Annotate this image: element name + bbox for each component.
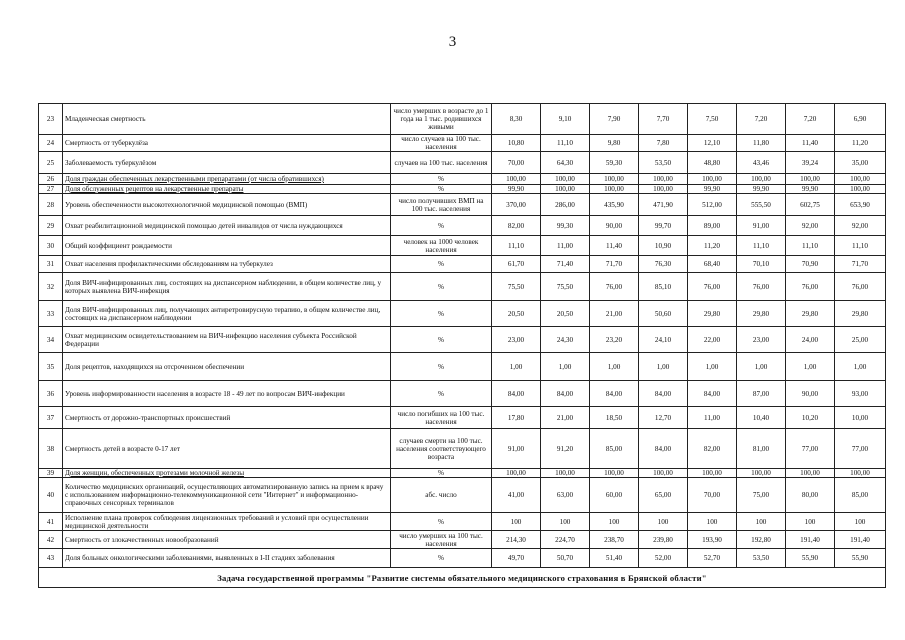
value-cell: 59,30 bbox=[590, 152, 639, 174]
unit-of-measure: случаев смерти на 100 тыс. населения соответствующего возраста bbox=[391, 429, 492, 469]
value-cell: 239,80 bbox=[639, 531, 688, 549]
value-cell: 1,00 bbox=[688, 353, 737, 381]
row-number: 34 bbox=[39, 327, 63, 353]
indicator-name: Количество медицинских организаций, осуществляющих автоматизированную запись на прием к врачу с использованием информационно-телекоммуникационной сети "Интернет" и информационно-справочных сенсорных терминалов bbox=[65, 483, 384, 507]
value-cell: 53,50 bbox=[639, 152, 688, 174]
indicator-name: Уровень информированности населения в возрасте 18 - 49 лет по вопросам ВИЧ-инфекции bbox=[65, 389, 345, 398]
table-row bbox=[39, 407, 886, 429]
table-row bbox=[39, 353, 886, 381]
value-cell: 11,10 bbox=[541, 135, 590, 152]
indicator-name-cell bbox=[63, 273, 391, 301]
value-cell: 82,00 bbox=[688, 429, 737, 469]
value-cell: 12,10 bbox=[688, 135, 737, 152]
indicator-name-cell bbox=[63, 135, 391, 152]
value-cell: 29,80 bbox=[737, 301, 786, 327]
value-cell: 76,00 bbox=[737, 273, 786, 301]
value-cell: 49,70 bbox=[492, 549, 541, 568]
value-cell: 76,30 bbox=[639, 256, 688, 273]
indicator-name-cell bbox=[63, 549, 391, 568]
table-row bbox=[39, 531, 886, 549]
table-row bbox=[39, 429, 886, 469]
unit-of-measure: % bbox=[391, 273, 492, 301]
value-cell: 29,80 bbox=[835, 301, 886, 327]
unit-of-measure: % bbox=[391, 327, 492, 353]
table-row bbox=[39, 152, 886, 174]
unit-of-measure: % bbox=[391, 513, 492, 531]
value-cell: 100,00 bbox=[541, 185, 590, 194]
value-cell: 512,00 bbox=[688, 194, 737, 216]
row-number: 26 bbox=[39, 174, 63, 185]
value-cell: 9,80 bbox=[590, 135, 639, 152]
value-cell: 21,00 bbox=[541, 407, 590, 429]
indicator-name: Доля ВИЧ-инфицированных лиц, состоящих на диспансерном наблюдении, в общем количестве лиц, у которых выявлена ВИЧ-инфекция bbox=[65, 278, 382, 295]
indicator-name-cell bbox=[63, 216, 391, 236]
value-cell: 35,00 bbox=[835, 152, 886, 174]
value-cell: 100,00 bbox=[688, 174, 737, 185]
value-cell: 89,00 bbox=[688, 216, 737, 236]
indicator-name-cell bbox=[63, 513, 391, 531]
value-cell: 76,00 bbox=[688, 273, 737, 301]
row-number: 40 bbox=[39, 478, 63, 513]
value-cell: 9,10 bbox=[541, 104, 590, 135]
value-cell: 286,00 bbox=[541, 194, 590, 216]
value-cell: 99,90 bbox=[492, 185, 541, 194]
row-number: 23 bbox=[39, 104, 63, 135]
value-cell: 23,00 bbox=[492, 327, 541, 353]
value-cell: 24,00 bbox=[786, 327, 835, 353]
value-cell: 71,70 bbox=[835, 256, 886, 273]
page-number: 3 bbox=[448, 34, 457, 50]
indicator-name-cell bbox=[63, 478, 391, 513]
value-cell: 555,50 bbox=[737, 194, 786, 216]
table-row bbox=[39, 469, 886, 478]
value-cell: 84,00 bbox=[639, 429, 688, 469]
unit-of-measure: случаев на 100 тыс. населения bbox=[391, 152, 492, 174]
value-cell: 370,00 bbox=[492, 194, 541, 216]
value-cell: 90,00 bbox=[786, 381, 835, 407]
value-cell: 70,90 bbox=[786, 256, 835, 273]
indicator-name-cell bbox=[63, 152, 391, 174]
table-row bbox=[39, 301, 886, 327]
value-cell: 84,00 bbox=[688, 381, 737, 407]
value-cell: 12,70 bbox=[639, 407, 688, 429]
value-cell: 63,00 bbox=[541, 478, 590, 513]
indicator-name-cell bbox=[63, 256, 391, 273]
value-cell: 100,00 bbox=[835, 469, 886, 478]
indicator-name: Уровень обеспеченности высокотехнологичной медицинской помощью (ВМП) bbox=[65, 200, 308, 209]
indicator-name: Смертность детей в возрасте 0-17 лет bbox=[65, 444, 180, 453]
value-cell: 77,00 bbox=[835, 429, 886, 469]
value-cell: 70,10 bbox=[737, 256, 786, 273]
indicator-name: Доля граждан обеспеченных лекарственными препаратами (от числа обратившихся) bbox=[65, 175, 324, 183]
value-cell: 10,00 bbox=[835, 407, 886, 429]
value-cell: 100,00 bbox=[639, 185, 688, 194]
value-cell: 7,80 bbox=[639, 135, 688, 152]
value-cell: 60,00 bbox=[590, 478, 639, 513]
value-cell: 100 bbox=[737, 513, 786, 531]
value-cell: 81,00 bbox=[737, 429, 786, 469]
value-cell: 10,20 bbox=[786, 407, 835, 429]
value-cell: 100 bbox=[590, 513, 639, 531]
value-cell: 76,00 bbox=[590, 273, 639, 301]
value-cell: 68,40 bbox=[688, 256, 737, 273]
value-cell: 43,46 bbox=[737, 152, 786, 174]
value-cell: 100,00 bbox=[835, 185, 886, 194]
value-cell: 50,60 bbox=[639, 301, 688, 327]
indicator-name-cell bbox=[63, 531, 391, 549]
value-cell: 70,00 bbox=[688, 478, 737, 513]
unit-of-measure: % bbox=[391, 469, 492, 478]
value-cell: 70,00 bbox=[492, 152, 541, 174]
row-number: 41 bbox=[39, 513, 63, 531]
unit-of-measure: % bbox=[391, 381, 492, 407]
value-cell: 7,90 bbox=[590, 104, 639, 135]
value-cell: 99,30 bbox=[541, 216, 590, 236]
value-cell: 100,00 bbox=[541, 174, 590, 185]
unit-of-measure: число умерших на 100 тыс. населения bbox=[391, 531, 492, 549]
value-cell: 192,80 bbox=[737, 531, 786, 549]
row-number: 30 bbox=[39, 236, 63, 256]
indicator-name-cell bbox=[63, 353, 391, 381]
value-cell: 85,00 bbox=[590, 429, 639, 469]
table-row bbox=[39, 256, 886, 273]
value-cell: 29,80 bbox=[786, 301, 835, 327]
value-cell: 100,00 bbox=[492, 174, 541, 185]
table-row bbox=[39, 273, 886, 301]
value-cell: 100 bbox=[492, 513, 541, 531]
indicator-name: Доля ВИЧ-инфицированных лиц, получающих антиретровирусную терапию, в общем количестве лиц, состоящих на диспансерном наблюдении bbox=[65, 305, 381, 322]
indicator-name-cell bbox=[63, 327, 391, 353]
unit-of-measure: % bbox=[391, 174, 492, 185]
unit-of-measure: % bbox=[391, 353, 492, 381]
indicator-name-cell bbox=[63, 407, 391, 429]
value-cell: 7,70 bbox=[639, 104, 688, 135]
value-cell: 191,40 bbox=[835, 531, 886, 549]
unit-of-measure: % bbox=[391, 301, 492, 327]
value-cell: 24,10 bbox=[639, 327, 688, 353]
value-cell: 11,10 bbox=[737, 236, 786, 256]
indicator-name-cell bbox=[63, 104, 391, 135]
value-cell: 1,00 bbox=[541, 353, 590, 381]
value-cell: 1,00 bbox=[590, 353, 639, 381]
value-cell: 602,75 bbox=[786, 194, 835, 216]
unit-of-measure: % bbox=[391, 216, 492, 236]
value-cell: 11,00 bbox=[541, 236, 590, 256]
section-heading: Задача государственной программы "Развитие системы обязательного медицинского страхования в Брянской области" bbox=[39, 568, 886, 588]
table-row bbox=[39, 135, 886, 152]
unit-of-measure: % bbox=[391, 185, 492, 194]
value-cell: 10,40 bbox=[737, 407, 786, 429]
row-number: 37 bbox=[39, 407, 63, 429]
value-cell: 91,00 bbox=[492, 429, 541, 469]
value-cell: 50,70 bbox=[541, 549, 590, 568]
unit-of-measure: число умерших в возрасте до 1 года на 1 тыс. родившихся живыми bbox=[391, 104, 492, 135]
row-number: 38 bbox=[39, 429, 63, 469]
value-cell: 84,00 bbox=[541, 381, 590, 407]
value-cell: 11,10 bbox=[492, 236, 541, 256]
value-cell: 100 bbox=[639, 513, 688, 531]
indicator-name: Доля женщин, обеспеченных протезами молочной железы bbox=[65, 469, 245, 477]
value-cell: 193,90 bbox=[688, 531, 737, 549]
value-cell: 100 bbox=[688, 513, 737, 531]
value-cell: 100,00 bbox=[835, 174, 886, 185]
value-cell: 85,00 bbox=[835, 478, 886, 513]
indicator-name: Охват реабилитационной медицинской помощью детей инвалидов от числа нуждающихся bbox=[65, 221, 343, 230]
value-cell: 10,90 bbox=[639, 236, 688, 256]
value-cell: 11,40 bbox=[590, 236, 639, 256]
value-cell: 20,50 bbox=[541, 301, 590, 327]
value-cell: 100,00 bbox=[639, 174, 688, 185]
value-cell: 75,50 bbox=[541, 273, 590, 301]
value-cell: 11,20 bbox=[835, 135, 886, 152]
value-cell: 22,00 bbox=[688, 327, 737, 353]
value-cell: 75,00 bbox=[737, 478, 786, 513]
value-cell: 100 bbox=[835, 513, 886, 531]
indicator-name: Доля больных онкологическими заболеваниями, выявленных в I-II стадиях заболевания bbox=[65, 554, 335, 562]
table-row bbox=[39, 513, 886, 531]
unit-of-measure: число погибших на 100 тыс. населения bbox=[391, 407, 492, 429]
value-cell: 100,00 bbox=[590, 185, 639, 194]
indicator-name-cell bbox=[63, 469, 391, 478]
value-cell: 435,90 bbox=[590, 194, 639, 216]
row-number: 33 bbox=[39, 301, 63, 327]
value-cell: 100 bbox=[541, 513, 590, 531]
row-number: 32 bbox=[39, 273, 63, 301]
value-cell: 214,30 bbox=[492, 531, 541, 549]
section-heading-row bbox=[39, 568, 886, 588]
value-cell: 87,00 bbox=[737, 381, 786, 407]
value-cell: 11,80 bbox=[737, 135, 786, 152]
table-row bbox=[39, 216, 886, 236]
table-row bbox=[39, 236, 886, 256]
indicator-name: Исполнение плана проверок соблюдения лицензионных требований и условий при осуществлении медицинской деятельности bbox=[65, 513, 369, 530]
unit-of-measure: % bbox=[391, 549, 492, 568]
value-cell: 53,50 bbox=[737, 549, 786, 568]
value-cell: 71,70 bbox=[590, 256, 639, 273]
value-cell: 52,70 bbox=[688, 549, 737, 568]
row-number: 43 bbox=[39, 549, 63, 568]
indicator-name-cell bbox=[63, 174, 391, 185]
indicator-name: Доля обслуженных рецептов на лекарственные препараты bbox=[65, 185, 244, 193]
row-number: 29 bbox=[39, 216, 63, 236]
indicator-name: Младенческая смертность bbox=[65, 115, 146, 123]
value-cell: 20,50 bbox=[492, 301, 541, 327]
unit-of-measure: число случаев на 100 тыс. населения bbox=[391, 135, 492, 152]
value-cell: 99,70 bbox=[639, 216, 688, 236]
value-cell: 17,80 bbox=[492, 407, 541, 429]
value-cell: 100,00 bbox=[688, 469, 737, 478]
row-number: 28 bbox=[39, 194, 63, 216]
value-cell: 100,00 bbox=[639, 469, 688, 478]
value-cell: 64,30 bbox=[541, 152, 590, 174]
indicator-name-cell bbox=[63, 301, 391, 327]
unit-of-measure: человек на 1000 человек населения bbox=[391, 236, 492, 256]
value-cell: 1,00 bbox=[492, 353, 541, 381]
value-cell: 1,00 bbox=[835, 353, 886, 381]
value-cell: 82,00 bbox=[492, 216, 541, 236]
value-cell: 11,10 bbox=[835, 236, 886, 256]
value-cell: 8,30 bbox=[492, 104, 541, 135]
value-cell: 191,40 bbox=[786, 531, 835, 549]
value-cell: 1,00 bbox=[639, 353, 688, 381]
row-number: 35 bbox=[39, 353, 63, 381]
value-cell: 653,90 bbox=[835, 194, 886, 216]
table-row bbox=[39, 104, 886, 135]
indicators-table bbox=[38, 103, 886, 588]
value-cell: 99,90 bbox=[786, 185, 835, 194]
value-cell: 84,00 bbox=[639, 381, 688, 407]
value-cell: 48,80 bbox=[688, 152, 737, 174]
value-cell: 100,00 bbox=[786, 469, 835, 478]
value-cell: 11,40 bbox=[786, 135, 835, 152]
value-cell: 39,24 bbox=[786, 152, 835, 174]
indicator-name: Заболеваемость туберкулёзом bbox=[65, 158, 157, 167]
value-cell: 24,30 bbox=[541, 327, 590, 353]
value-cell: 75,50 bbox=[492, 273, 541, 301]
value-cell: 84,00 bbox=[590, 381, 639, 407]
value-cell: 7,20 bbox=[737, 104, 786, 135]
indicator-name: Смертность от злокачественных новообразований bbox=[65, 535, 219, 544]
value-cell: 29,80 bbox=[688, 301, 737, 327]
unit-of-measure: абс. число bbox=[391, 478, 492, 513]
row-number: 42 bbox=[39, 531, 63, 549]
indicator-name: Доля рецептов, находящихся на отсроченном обеспечении bbox=[65, 362, 245, 371]
value-cell: 51,40 bbox=[590, 549, 639, 568]
value-cell: 11,10 bbox=[786, 236, 835, 256]
value-cell: 91,00 bbox=[737, 216, 786, 236]
indicator-name-cell bbox=[63, 236, 391, 256]
table-row bbox=[39, 185, 886, 194]
value-cell: 25,00 bbox=[835, 327, 886, 353]
indicator-name-cell bbox=[63, 381, 391, 407]
value-cell: 100,00 bbox=[590, 174, 639, 185]
value-cell: 65,00 bbox=[639, 478, 688, 513]
value-cell: 7,20 bbox=[786, 104, 835, 135]
value-cell: 84,00 bbox=[492, 381, 541, 407]
value-cell: 1,00 bbox=[737, 353, 786, 381]
table-row bbox=[39, 194, 886, 216]
value-cell: 99,90 bbox=[737, 185, 786, 194]
unit-of-measure: % bbox=[391, 256, 492, 273]
value-cell: 100,00 bbox=[737, 469, 786, 478]
value-cell: 11,20 bbox=[688, 236, 737, 256]
value-cell: 1,00 bbox=[786, 353, 835, 381]
indicator-name: Смертность от дорожно-транспортных происшествий bbox=[65, 413, 231, 422]
value-cell: 77,00 bbox=[786, 429, 835, 469]
value-cell: 224,70 bbox=[541, 531, 590, 549]
value-cell: 85,10 bbox=[639, 273, 688, 301]
row-number: 36 bbox=[39, 381, 63, 407]
value-cell: 90,00 bbox=[590, 216, 639, 236]
value-cell: 99,90 bbox=[688, 185, 737, 194]
table-row bbox=[39, 327, 886, 353]
value-cell: 23,20 bbox=[590, 327, 639, 353]
indicator-name: Охват медицинским освидетельствованием на ВИЧ-инфекцию населения субъекта Российской Федерации bbox=[65, 331, 357, 348]
value-cell: 55,90 bbox=[786, 549, 835, 568]
indicator-name-cell bbox=[63, 185, 391, 194]
value-cell: 100 bbox=[786, 513, 835, 531]
value-cell: 92,00 bbox=[786, 216, 835, 236]
value-cell: 76,00 bbox=[786, 273, 835, 301]
indicator-name: Общий коэффициент рождаемости bbox=[65, 241, 173, 250]
row-number: 39 bbox=[39, 469, 63, 478]
value-cell: 100,00 bbox=[590, 469, 639, 478]
row-number: 25 bbox=[39, 152, 63, 174]
indicator-name: Охват населения профилактическими обследованиям на туберкулез bbox=[65, 260, 273, 268]
row-number: 24 bbox=[39, 135, 63, 152]
indicator-name-cell bbox=[63, 429, 391, 469]
value-cell: 41,00 bbox=[492, 478, 541, 513]
value-cell: 55,90 bbox=[835, 549, 886, 568]
value-cell: 100,00 bbox=[541, 469, 590, 478]
value-cell: 61,70 bbox=[492, 256, 541, 273]
value-cell: 93,00 bbox=[835, 381, 886, 407]
table-row bbox=[39, 549, 886, 568]
value-cell: 92,00 bbox=[835, 216, 886, 236]
row-number: 31 bbox=[39, 256, 63, 273]
value-cell: 52,00 bbox=[639, 549, 688, 568]
value-cell: 7,50 bbox=[688, 104, 737, 135]
value-cell: 100,00 bbox=[786, 174, 835, 185]
value-cell: 100,00 bbox=[492, 469, 541, 478]
value-cell: 21,00 bbox=[590, 301, 639, 327]
value-cell: 71,40 bbox=[541, 256, 590, 273]
table-row bbox=[39, 381, 886, 407]
value-cell: 238,70 bbox=[590, 531, 639, 549]
value-cell: 23,00 bbox=[737, 327, 786, 353]
value-cell: 91,20 bbox=[541, 429, 590, 469]
value-cell: 100,00 bbox=[737, 174, 786, 185]
value-cell: 80,00 bbox=[786, 478, 835, 513]
unit-of-measure: число получивших ВМП на 100 тыс. населения bbox=[391, 194, 492, 216]
table-row bbox=[39, 174, 886, 185]
table-row bbox=[39, 478, 886, 513]
value-cell: 471,90 bbox=[639, 194, 688, 216]
value-cell: 6,90 bbox=[835, 104, 886, 135]
value-cell: 18,50 bbox=[590, 407, 639, 429]
value-cell: 11,00 bbox=[688, 407, 737, 429]
value-cell: 76,00 bbox=[835, 273, 886, 301]
row-number: 27 bbox=[39, 185, 63, 194]
indicator-name-cell bbox=[63, 194, 391, 216]
value-cell: 10,80 bbox=[492, 135, 541, 152]
indicator-name: Смертность от туберкулёза bbox=[65, 139, 148, 147]
